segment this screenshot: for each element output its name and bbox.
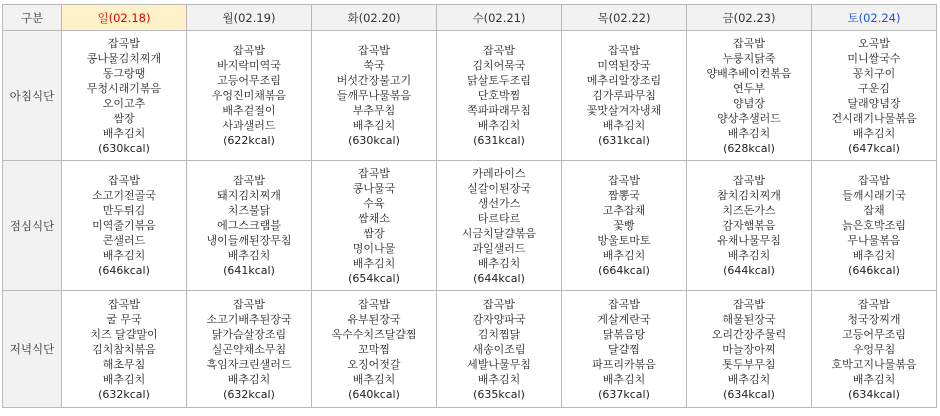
day-header-sunday: 일(02.18) <box>62 5 187 31</box>
menu-item: 톳두부무침 <box>722 357 776 371</box>
breakfast-monday-cell <box>187 31 312 161</box>
breakfast-saturday-cell <box>812 31 937 161</box>
menu-item: 콘샐러드 <box>102 234 146 247</box>
lunch-sunday-cell <box>62 161 187 291</box>
dinner-tuesday-cell <box>312 291 437 408</box>
menu-item: 동그랑땡 <box>102 66 146 80</box>
menu-item: 꽁치구이 <box>852 66 896 80</box>
menu-item: 명이나물 <box>352 241 396 255</box>
dinner-monday-cell <box>187 291 312 408</box>
menu-item: 잡곡밥 <box>233 174 265 187</box>
menu-item: 쌈장 <box>363 226 385 240</box>
menu-item: 쌈채소 <box>358 211 390 225</box>
meal-table-body <box>3 31 937 408</box>
lunch-saturday-cell <box>812 161 937 291</box>
menu-item: 버섯간장불고기 <box>336 74 412 87</box>
menu-item: 잡곡밥 <box>108 297 140 311</box>
menu-item: 배추김치 <box>602 372 646 386</box>
menu-item: 마늘장아찌 <box>722 342 776 356</box>
menu-item: 오곡밥 <box>858 36 890 50</box>
dinner-thursday-cell <box>562 291 687 408</box>
menu-item: 쪽파파래무침 <box>467 104 531 117</box>
menu-item: 배추김치 <box>227 372 271 386</box>
menu-item: 배추김치 <box>602 249 646 262</box>
menu-item: 배추김치 <box>227 249 271 262</box>
menu-item: 청국장찌개 <box>847 312 901 326</box>
breakfast-sunday-cell <box>62 31 187 161</box>
breakfast-row <box>3 31 937 161</box>
menu-item: 잡곡밥 <box>733 36 765 50</box>
menu-item: 냉이들깨된장무침 <box>206 234 292 247</box>
menu-item: 미역줄기볶음 <box>92 219 156 232</box>
menu-item: 배추김치 <box>102 126 146 140</box>
menu-item: 배추김치 <box>477 256 521 270</box>
breakfast-thursday-cell <box>562 31 687 161</box>
menu-item: 닭가슴살장조림 <box>211 327 287 341</box>
menu-item: (628kcal) <box>723 141 775 155</box>
menu-item: 잡곡밥 <box>358 44 390 57</box>
menu-item: 소고기배추된장국 <box>206 312 292 326</box>
menu-item: (632kcal) <box>223 387 275 401</box>
day-header-tuesday: 화(02.20) <box>312 5 437 31</box>
menu-item: (634kcal) <box>848 387 900 401</box>
menu-item: 에그스크램블 <box>217 219 281 232</box>
menu-item: 쌈장 <box>113 111 135 125</box>
menu-item: 꽃맛살겨자냉채 <box>586 104 662 117</box>
menu-item: 흑임자크린샐러드 <box>206 357 292 371</box>
menu-item: 무나물볶음 <box>847 234 901 247</box>
menu-item: 김치참치볶음 <box>92 342 156 356</box>
lunch-row <box>3 161 937 291</box>
meal-label-dinner: 저녁식단 <box>3 291 62 408</box>
menu-item: (644kcal) <box>473 271 525 285</box>
menu-item: 들깨시래기국 <box>842 189 906 202</box>
menu-item: (634kcal) <box>723 387 775 401</box>
dinner-sunday-cell <box>62 291 187 408</box>
menu-item: 실갈이된장국 <box>467 181 531 195</box>
menu-item: 배추김치 <box>352 256 396 270</box>
menu-item: 잡곡밥 <box>733 297 765 311</box>
menu-item: 쑥국 <box>363 59 385 72</box>
weekly-meal-table-container <box>2 4 937 408</box>
menu-item: 잡곡밥 <box>858 174 890 187</box>
menu-item: (640kcal) <box>348 387 400 401</box>
breakfast-tuesday-cell <box>312 31 437 161</box>
menu-item: 호박고지나물볶음 <box>831 357 917 371</box>
menu-item: 치즈불닭 <box>227 204 271 217</box>
menu-item: 잡곡밥 <box>608 297 640 311</box>
menu-item: (637kcal) <box>598 387 650 401</box>
menu-item: 치즈돈가스 <box>722 204 776 217</box>
menu-item: 무청시래기볶음 <box>86 81 162 95</box>
dinner-friday-cell <box>687 291 812 408</box>
dinner-wednesday-cell <box>437 291 562 408</box>
menu-item: 잡곡밥 <box>233 44 265 57</box>
menu-item: (647kcal) <box>848 141 900 155</box>
menu-item: 바지락미역국 <box>217 59 281 72</box>
menu-item: 유부된장국 <box>347 312 401 326</box>
menu-item: 잡곡밥 <box>608 174 640 187</box>
menu-item: 오이고추 <box>102 96 146 110</box>
menu-item: 들깨무나물볶음 <box>336 89 412 102</box>
menu-item: (622kcal) <box>223 134 275 147</box>
menu-item: 양배추베이컨볶음 <box>706 66 792 80</box>
menu-item: 잡곡밥 <box>483 44 515 57</box>
menu-item: (635kcal) <box>473 387 525 401</box>
menu-item: 잡곡밥 <box>358 297 390 311</box>
menu-item: 잡곡밥 <box>608 44 640 57</box>
menu-item: 배추겉절이 <box>222 104 276 117</box>
menu-item: 수육 <box>363 196 385 210</box>
menu-item: 감자햄볶음 <box>722 219 776 232</box>
menu-item: (664kcal) <box>598 264 650 277</box>
menu-item: 잡곡밥 <box>733 174 765 187</box>
menu-item: 고등어무조림 <box>217 74 281 87</box>
menu-item: 고추잡채 <box>602 204 646 217</box>
menu-item: 꽃빵 <box>613 219 635 232</box>
menu-item: 잡곡밥 <box>108 174 140 187</box>
menu-item: (654kcal) <box>348 271 400 285</box>
menu-item: 달걀찜 <box>608 342 640 356</box>
menu-item: 잡곡밥 <box>483 297 515 311</box>
menu-item: 시금치달걀볶음 <box>461 226 537 240</box>
menu-item: 고등어무조림 <box>842 327 906 341</box>
menu-item: 미니쌀국수 <box>847 51 901 65</box>
weekly-meal-table <box>2 4 937 408</box>
day-header-saturday: 토(02.24) <box>812 5 937 31</box>
menu-item: 사과샐러드 <box>222 119 276 132</box>
menu-item: 배추김치 <box>727 126 771 140</box>
menu-item: (630kcal) <box>98 141 150 155</box>
breakfast-friday-cell <box>687 31 812 161</box>
menu-item: 치즈 달걀말이 <box>90 327 158 341</box>
lunch-monday-cell <box>187 161 312 291</box>
dinner-row <box>3 291 937 408</box>
menu-item: 구운김 <box>858 81 890 95</box>
menu-item: 연두부 <box>733 81 765 95</box>
menu-item: 달래양념장 <box>847 96 901 110</box>
menu-item: 배추김치 <box>477 372 521 386</box>
day-header-thursday: 목(02.22) <box>562 5 687 31</box>
dinner-saturday-cell <box>812 291 937 408</box>
menu-item: 배추김치 <box>352 119 396 132</box>
lunch-friday-cell <box>687 161 812 291</box>
menu-item: 양념장 <box>733 96 765 110</box>
menu-item: 잡곡밥 <box>233 297 265 311</box>
day-header-wednesday: 수(02.21) <box>437 5 562 31</box>
day-header-monday: 월(02.19) <box>187 5 312 31</box>
menu-item: 김치찜닭 <box>477 327 521 341</box>
menu-item: (646kcal) <box>98 264 150 277</box>
menu-item: 미역된장국 <box>597 59 651 72</box>
menu-item: 파프리카볶음 <box>592 357 656 371</box>
menu-item: 배추김치 <box>852 126 896 140</box>
menu-item: (646kcal) <box>848 264 900 277</box>
menu-item: 닭살토두조림 <box>467 74 531 87</box>
menu-item: 부추무침 <box>352 104 396 117</box>
menu-item: (644kcal) <box>723 264 775 277</box>
menu-item: 배추김치 <box>852 249 896 262</box>
menu-item: 오징어젓갈 <box>347 357 401 371</box>
menu-item: 배추김치 <box>102 249 146 262</box>
menu-item: 게살계란국 <box>597 312 651 326</box>
menu-item: 누룽지닭죽 <box>722 51 776 65</box>
lunch-wednesday-cell <box>437 161 562 291</box>
menu-item: 굴 무국 <box>106 312 142 326</box>
menu-item: 메추리알장조림 <box>586 74 662 87</box>
menu-item: 단호박찜 <box>477 89 521 102</box>
menu-item: 꼬막찜 <box>358 342 390 356</box>
menu-item: 타르타르 <box>477 211 521 225</box>
header-label-cell: 구분 <box>3 5 62 31</box>
menu-item: 잡곡밥 <box>358 166 390 180</box>
menu-item: 배추김치 <box>477 119 521 132</box>
menu-item: 오리간장주물럭 <box>711 327 787 341</box>
menu-item: 감자양파국 <box>472 312 526 326</box>
menu-item: 옥수수치즈달걀찜 <box>331 327 417 341</box>
menu-item: 배추김치 <box>852 372 896 386</box>
menu-item: 참치김치찌개 <box>717 189 781 202</box>
menu-item: 짬뽕국 <box>608 189 640 202</box>
menu-item: 해물된장국 <box>722 312 776 326</box>
menu-item: 해초무침 <box>102 357 146 371</box>
menu-item: 양상추샐러드 <box>717 111 781 125</box>
meal-label-breakfast: 아침식단 <box>3 31 62 161</box>
menu-item: 김치어묵국 <box>472 59 526 72</box>
menu-item: 우엉무침 <box>852 342 896 356</box>
menu-item: 닭볶음탕 <box>602 327 646 341</box>
header-row <box>3 5 937 31</box>
menu-item: 김가루파무침 <box>592 89 656 102</box>
menu-item: 배추김치 <box>102 372 146 386</box>
menu-item: 잡곡밥 <box>108 36 140 50</box>
menu-item: 카레라이스 <box>472 166 526 180</box>
menu-item: 잡곡밥 <box>858 297 890 311</box>
menu-item: 배추김치 <box>352 372 396 386</box>
menu-item: 늙은호박조림 <box>842 219 906 232</box>
menu-item: 방울토마토 <box>597 234 651 247</box>
menu-item: 실곤약채소무침 <box>211 342 287 356</box>
breakfast-wednesday-cell <box>437 31 562 161</box>
menu-item: (630kcal) <box>348 134 400 147</box>
menu-item: 건시래기나물볶음 <box>831 111 917 125</box>
menu-item: 콩나물국 <box>352 181 396 195</box>
menu-item: 유채나물무침 <box>717 234 781 247</box>
lunch-tuesday-cell <box>312 161 437 291</box>
menu-item: 세발나물무침 <box>467 357 531 371</box>
menu-item: 돼지김치찌개 <box>217 189 281 202</box>
menu-item: 콩나물김치찌개 <box>86 51 162 65</box>
menu-item: 만두튀김 <box>102 204 146 217</box>
day-header-friday: 금(02.23) <box>687 5 812 31</box>
menu-item: 생선가스 <box>477 196 521 210</box>
menu-item: 배추김치 <box>727 249 771 262</box>
menu-item: 과일샐러드 <box>472 241 526 255</box>
menu-item: 우엉진미채볶음 <box>211 89 287 102</box>
menu-item: 배추김치 <box>727 372 771 386</box>
menu-item: 소고기전골국 <box>92 189 156 202</box>
menu-item: (641kcal) <box>223 264 275 277</box>
menu-item: (632kcal) <box>98 387 150 401</box>
menu-item: (631kcal) <box>598 134 650 147</box>
menu-item: (631kcal) <box>473 134 525 147</box>
menu-item: 새송이조림 <box>472 342 526 356</box>
menu-item: 잡채 <box>863 204 885 217</box>
lunch-thursday-cell <box>562 161 687 291</box>
meal-label-lunch: 점심식단 <box>3 161 62 291</box>
menu-item: 배추김치 <box>602 119 646 132</box>
